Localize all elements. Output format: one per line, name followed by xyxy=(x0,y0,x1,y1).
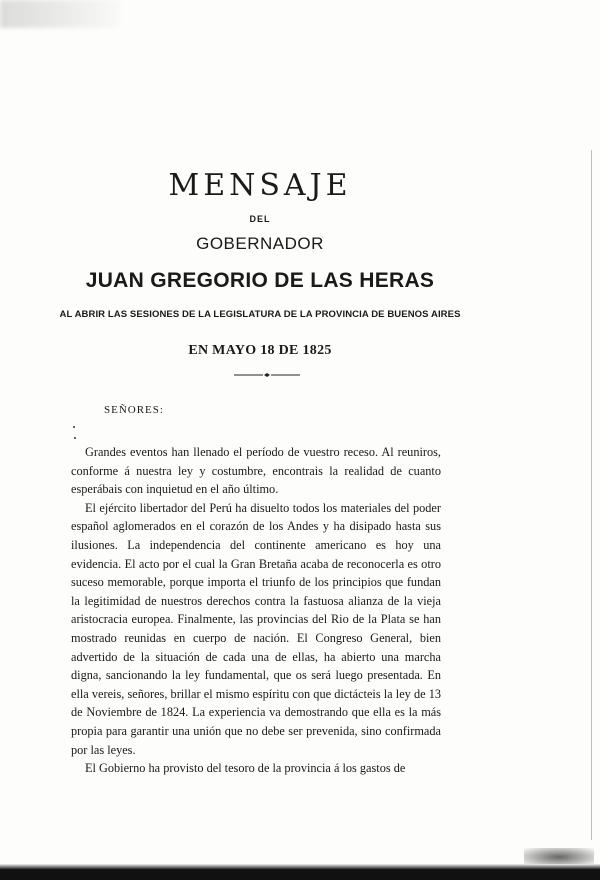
salutation: SEÑORES: xyxy=(104,404,164,416)
scan-shadow-bottom xyxy=(0,864,600,880)
ornament-divider xyxy=(234,372,300,378)
document-title: MENSAJE xyxy=(168,168,352,203)
page-edge-line xyxy=(591,150,592,840)
ink-speck xyxy=(73,426,75,428)
body-text xyxy=(71,443,441,778)
paragraph: El Gobierno ha provisto del tesoro de la provincia á los gastos de xyxy=(85,761,406,776)
ink-speck xyxy=(74,437,76,439)
paragraph: Grandes eventos han llenado el período de vuestro receso. Al reuniros, conforme á nuestra ley y costumbre, encontrais la realidad de cuanto esperábais con inquietud en el año último. xyxy=(71,445,441,497)
author-name: JUAN GREGORIO DE LAS HERAS xyxy=(85,269,435,292)
scan-shadow-top xyxy=(0,0,120,28)
title-connector: DEL xyxy=(249,214,271,224)
document-date: EN MAYO 18 DE 1825 xyxy=(188,343,332,358)
paragraph: El ejército libertador del Perú ha disuelto todos los materiales del poder español aglomerados en el corazón de los Andes y ha disipado hasta sus ilusiones. La independencia del continente americano es hoy una evidencia. El acto por el cual la Gran Bretaña acaba de reconocerla es otro suceso memorable, porque importa el triunfo de los principios que fundan la legitimidad de nuestros derechos contra la fastuosa alianza de la vieja aristocracia europea. Finalmente, las provincias del Rio de la Plata se han mostrado reunidas en cuerpo de nación. El Congreso General, bien advertido de la situación de cada una de ellas, ha abierto una marcha digna, sancionando la ley fundamental, que os será luego presentada. En ella vereis, señores, brillar el mismo espíritu con que dictácteis la ley de 13 de Noviembre de 1824. La experiencia va demostrando que ella es la más propia para garantir una unión que no debe ser prevenida, sino confirmada por las leyes. xyxy=(71,500,441,757)
author-role: GOBERNADOR xyxy=(196,234,324,253)
occasion-line: AL ABRIR LAS SESIONES DE LA LEGISLATURA DE LA PROVINCIA DE BUENOS AIRES xyxy=(59,309,461,320)
